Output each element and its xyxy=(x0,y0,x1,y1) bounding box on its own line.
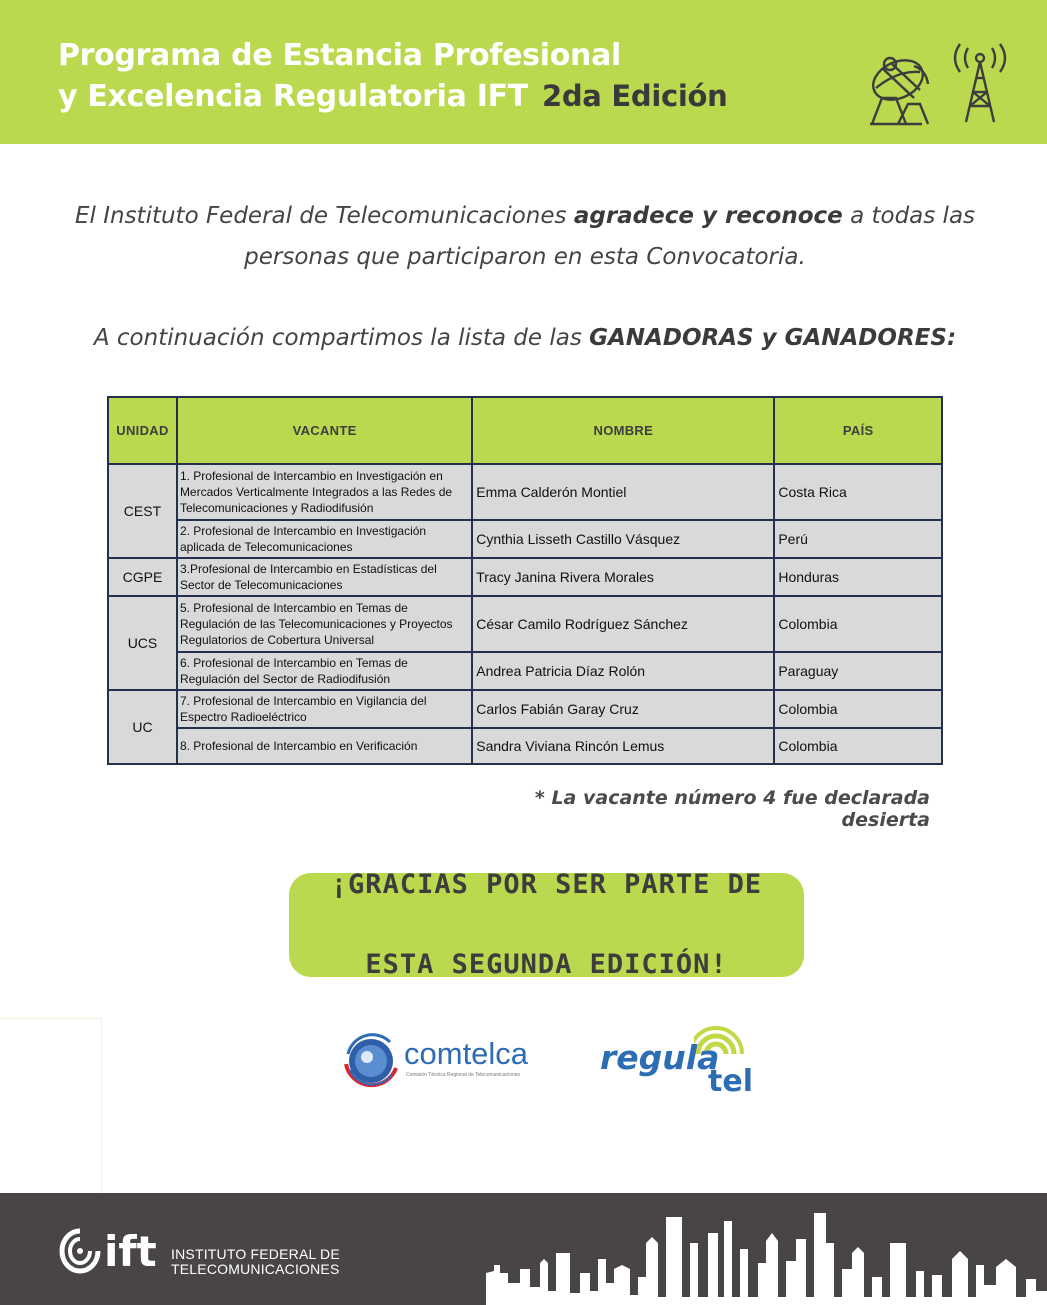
country-cell: Colombia xyxy=(774,596,942,652)
thanks-line-2: ESTA SEGUNDA EDICIÓN! xyxy=(365,949,728,980)
regulatel-wordmark-tel: tel xyxy=(708,1064,753,1099)
satellite-dish-icon xyxy=(867,53,929,124)
regulatel-logo xyxy=(598,1024,768,1100)
antenna-tower-icon xyxy=(955,44,1005,122)
thanks-banner xyxy=(289,869,804,980)
vacancy-cell: 1. Profesional de Intercambio en Investigación en Mercados Verticalmente Integrados a las Redes de Telecomunicaciones y Radiodifusión xyxy=(177,464,472,520)
thanks-text xyxy=(312,865,782,985)
country-cell: Costa Rica xyxy=(774,464,942,520)
comtelca-globe-icon xyxy=(340,1030,402,1092)
title-line-1: Programa de Estancia Profesional xyxy=(58,38,621,73)
vacancy-note: * La vacante número 4 fue declarada desierta xyxy=(534,787,930,831)
country-cell: Colombia xyxy=(774,728,942,764)
table-row xyxy=(108,520,942,558)
name-cell: Cynthia Lisseth Castillo Vásquez xyxy=(472,520,774,558)
name-cell: Carlos Fabián Garay Cruz xyxy=(472,690,774,728)
edition-label: 2da Edición xyxy=(541,79,728,113)
unit-cell: CEST xyxy=(108,464,177,558)
name-cell: Sandra Viviana Rincón Lemus xyxy=(472,728,774,764)
comtelca-wordmark: comtelca xyxy=(404,1036,529,1071)
institute-name-line-1: INSTITUTO FEDERAL DE xyxy=(171,1246,340,1262)
table-row xyxy=(108,596,942,652)
vacancy-cell: 3.Profesional de Intercambio en Estadísticas del Sector de Telecomunicaciones xyxy=(177,558,472,596)
institute-name-line-2: TELECOMUNICACIONES xyxy=(171,1261,340,1277)
table-row xyxy=(108,690,942,728)
unit-cell: UC xyxy=(108,690,177,764)
faint-frame xyxy=(0,1018,102,1195)
col-header-unit: UNIDAD xyxy=(108,397,177,464)
table-row xyxy=(108,558,942,596)
institute-name xyxy=(171,1247,340,1277)
col-header-vacancy: VACANTE xyxy=(177,397,472,464)
table-row xyxy=(108,728,942,764)
title-line-2 xyxy=(58,76,727,117)
comtelca-subtitle: Comisión Técnica Regional de Telecomunicaciones xyxy=(406,1072,521,1078)
header-banner xyxy=(0,0,1047,144)
thanks-line-1: ¡GRACIAS POR SER PARTE DE xyxy=(330,869,763,900)
country-cell: Colombia xyxy=(774,690,942,728)
unit-cell: UCS xyxy=(108,596,177,690)
table-row xyxy=(108,652,942,690)
winners-table xyxy=(107,396,943,765)
vacancy-cell: 7. Profesional de Intercambio en Vigilancia del Espectro Radioeléctrico xyxy=(177,690,472,728)
name-cell: Andrea Patricia Díaz Rolón xyxy=(472,652,774,690)
intro-emphasis: agradece y reconoce xyxy=(573,203,843,229)
unit-cell: CGPE xyxy=(108,558,177,596)
header-icons xyxy=(862,40,1022,132)
intro-text-2: a todas las personas que participaron en esta Convocatoria. xyxy=(244,203,976,270)
ift-logo xyxy=(58,1225,168,1283)
country-cell: Honduras xyxy=(774,558,942,596)
comtelca-logo xyxy=(340,1030,540,1092)
vacancy-cell: 6. Profesional de Intercambio en Temas de Regulación del Sector de Radiodifusión xyxy=(177,652,472,690)
vacancy-cell: 8. Profesional de Intercambio en Verificación xyxy=(177,728,472,764)
name-cell: César Camilo Rodríguez Sánchez xyxy=(472,596,774,652)
lead-emphasis: GANADORAS y GANADORES: xyxy=(589,325,957,351)
ift-wordmark: ift xyxy=(104,1227,157,1276)
ift-emblem-icon xyxy=(58,1225,102,1279)
vacancy-cell: 5. Profesional de Intercambio en Temas de Regulación de las Telecomunicaciones y Proyectos Regulatorios de Cobertura Universal xyxy=(177,596,472,652)
col-header-country: PAÍS xyxy=(774,397,942,464)
regulatel-wordmark-regula: regula xyxy=(600,1038,720,1077)
name-cell: Emma Calderón Montiel xyxy=(472,464,774,520)
winners-lead xyxy=(60,318,990,358)
city-skyline-graphic xyxy=(486,1213,1047,1305)
table-header-row xyxy=(108,397,942,464)
intro-paragraph xyxy=(60,196,990,278)
intro-text-1: El Instituto Federal de Telecomunicaciones xyxy=(74,203,574,229)
country-cell: Paraguay xyxy=(774,652,942,690)
country-cell: Perú xyxy=(774,520,942,558)
footer-bar xyxy=(0,1193,1047,1305)
title-line-2-text: y Excelencia Regulatoria IFT xyxy=(58,79,528,114)
name-cell: Tracy Janina Rivera Morales xyxy=(472,558,774,596)
page-title xyxy=(58,36,727,117)
table-row xyxy=(108,464,942,520)
vacancy-cell: 2. Profesional de Intercambio en Investigación aplicada de Telecomunicaciones xyxy=(177,520,472,558)
col-header-name: NOMBRE xyxy=(472,397,774,464)
lead-text: A continuación compartimos la lista de las xyxy=(93,325,590,351)
